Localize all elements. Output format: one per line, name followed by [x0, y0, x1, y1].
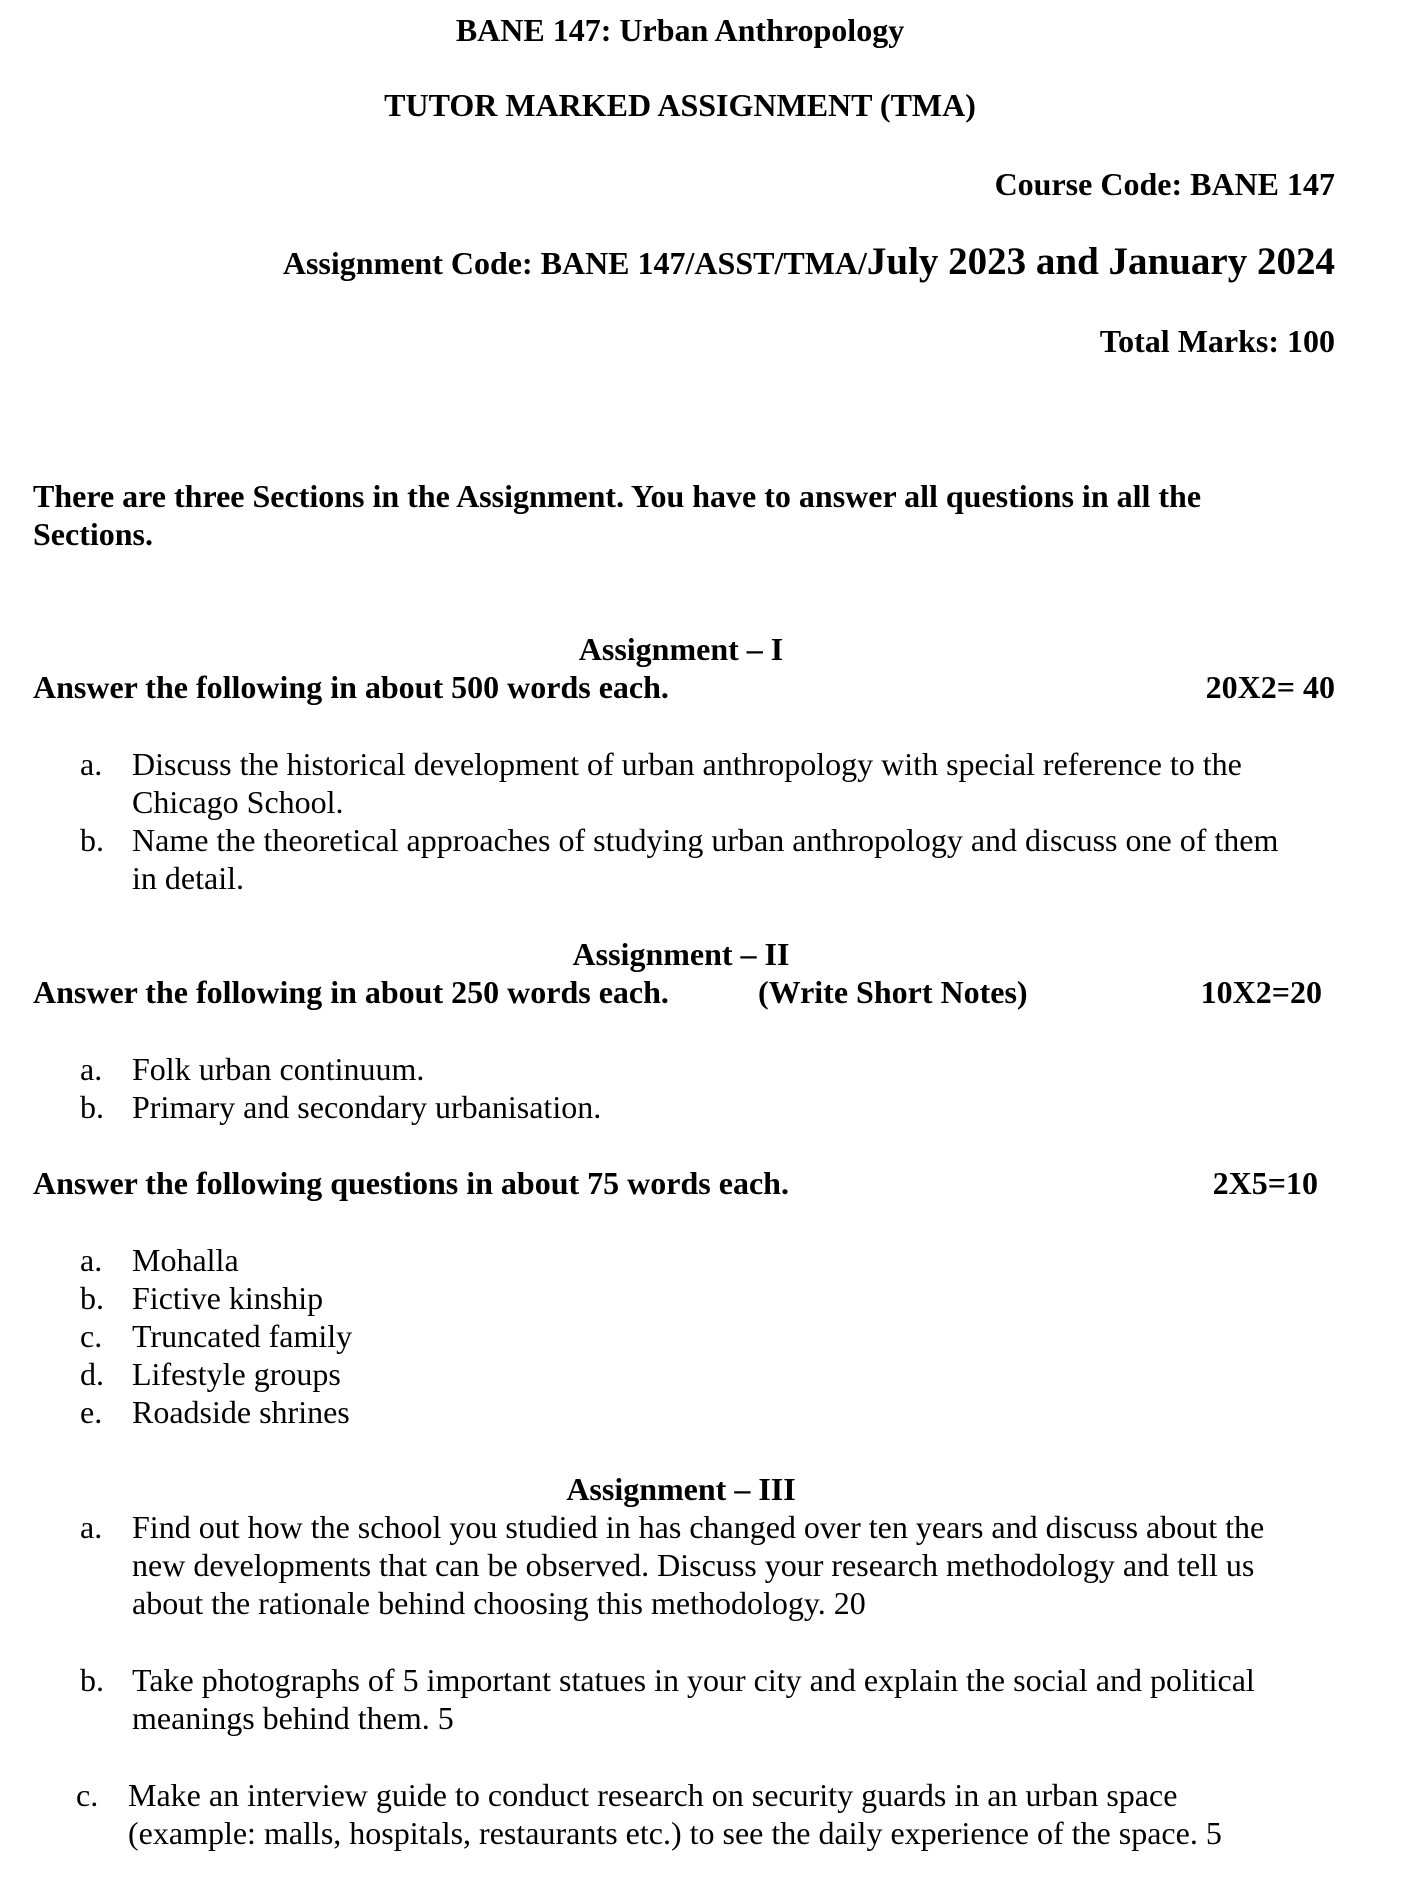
question-line: Name the theoretical approaches of studying urban anthropology and discuss one of them [132, 822, 1279, 858]
assignment-2-note: (Write Short Notes) [758, 974, 1028, 1010]
assignment-1-marks: 20X2= 40 [1205, 669, 1335, 705]
assignment-2-short-c [80, 1317, 352, 1355]
assignment-2-short-a [80, 1241, 239, 1279]
assignment-2-short-d [80, 1355, 341, 1393]
assignment-2-instruction-2: Answer the following questions in about 75 words each. [33, 1165, 789, 1201]
question-marker: b. [80, 1089, 104, 1125]
assignment-2-marks-2: 2X5=10 [1212, 1165, 1318, 1201]
question-text: Folk urban continuum. [132, 1051, 425, 1087]
question-marker: b. [80, 1662, 104, 1698]
assignment-1-instruction: Answer the following in about 500 words each. [33, 669, 669, 705]
question-line: Make an interview guide to conduct research on security guards in an urban space [128, 1777, 1178, 1813]
assignment-1-heading: Assignment – I [578, 631, 784, 667]
question-marker: c. [80, 1318, 103, 1354]
assignment-2-question-a [80, 1050, 424, 1088]
assignment-1-question-a [80, 745, 1335, 821]
assignment-3-question-b [80, 1661, 1335, 1737]
question-line: meanings behind them. 5 [132, 1700, 454, 1736]
question-marker: a. [80, 1051, 103, 1087]
intro-line-2: Sections. [33, 516, 153, 552]
assignment-2-instruction: Answer the following in about 250 words each. [33, 974, 669, 1010]
question-text: Primary and secondary urbanisation. [132, 1089, 602, 1125]
question-marker: a. [80, 746, 103, 782]
intro-text [33, 477, 1335, 553]
course-title: BANE 147: Urban Anthropology [455, 12, 905, 48]
assignment-3-heading: Assignment – III [566, 1471, 796, 1507]
question-text: Mohalla [132, 1242, 239, 1278]
assignment-code-session: July 2023 and January 2024 [866, 240, 1335, 283]
assignment-code-prefix: Assignment Code: BANE 147/ASST/TMA/ [282, 245, 867, 281]
question-text: Fictive kinship [132, 1280, 324, 1316]
question-marker: a. [80, 1242, 103, 1278]
tma-title: TUTOR MARKED ASSIGNMENT (TMA) [384, 87, 976, 123]
question-marker: b. [80, 1280, 104, 1316]
intro-line-1: There are three Sections in the Assignment. You have to answer all questions in all the [33, 478, 1202, 514]
question-text: Lifestyle groups [132, 1356, 341, 1392]
question-line: new developments that can be observed. Discuss your research methodology and tell us [132, 1547, 1255, 1583]
question-text: Roadside shrines [132, 1394, 350, 1430]
assignment-code [282, 240, 1335, 283]
total-marks: Total Marks: 100 [1099, 323, 1335, 359]
assignment-3-question-a [80, 1508, 1335, 1622]
course-code: Course Code: BANE 147 [994, 166, 1335, 202]
question-line: (example: malls, hospitals, restaurants etc.) to see the daily experience of the space. 5 [128, 1815, 1222, 1851]
assignment-2-marks: 10X2=20 [1200, 974, 1322, 1010]
assignment-1-question-b [80, 821, 1335, 897]
question-line: Take photographs of 5 important statues in your city and explain the social and political [132, 1662, 1255, 1698]
question-line: Discuss the historical development of urban anthropology with special reference to the [132, 746, 1242, 782]
question-marker: d. [80, 1356, 104, 1392]
assignment-2-question-b [80, 1088, 601, 1126]
question-line: about the rationale behind choosing this methodology. 20 [132, 1585, 866, 1621]
assignment-2-short-e [80, 1393, 350, 1431]
assignment-2-short-b [80, 1279, 323, 1317]
question-line: Chicago School. [132, 784, 344, 820]
question-text: Truncated family [132, 1318, 353, 1354]
question-marker: c. [76, 1777, 99, 1813]
assignment-2-heading: Assignment – II [572, 936, 790, 972]
question-line: in detail. [132, 860, 244, 896]
question-line: Find out how the school you studied in has changed over ten years and discuss about the [132, 1509, 1265, 1545]
question-marker: a. [80, 1509, 103, 1545]
question-marker: b. [80, 822, 104, 858]
question-marker: e. [80, 1394, 103, 1430]
assignment-3-question-c [76, 1776, 1374, 1852]
